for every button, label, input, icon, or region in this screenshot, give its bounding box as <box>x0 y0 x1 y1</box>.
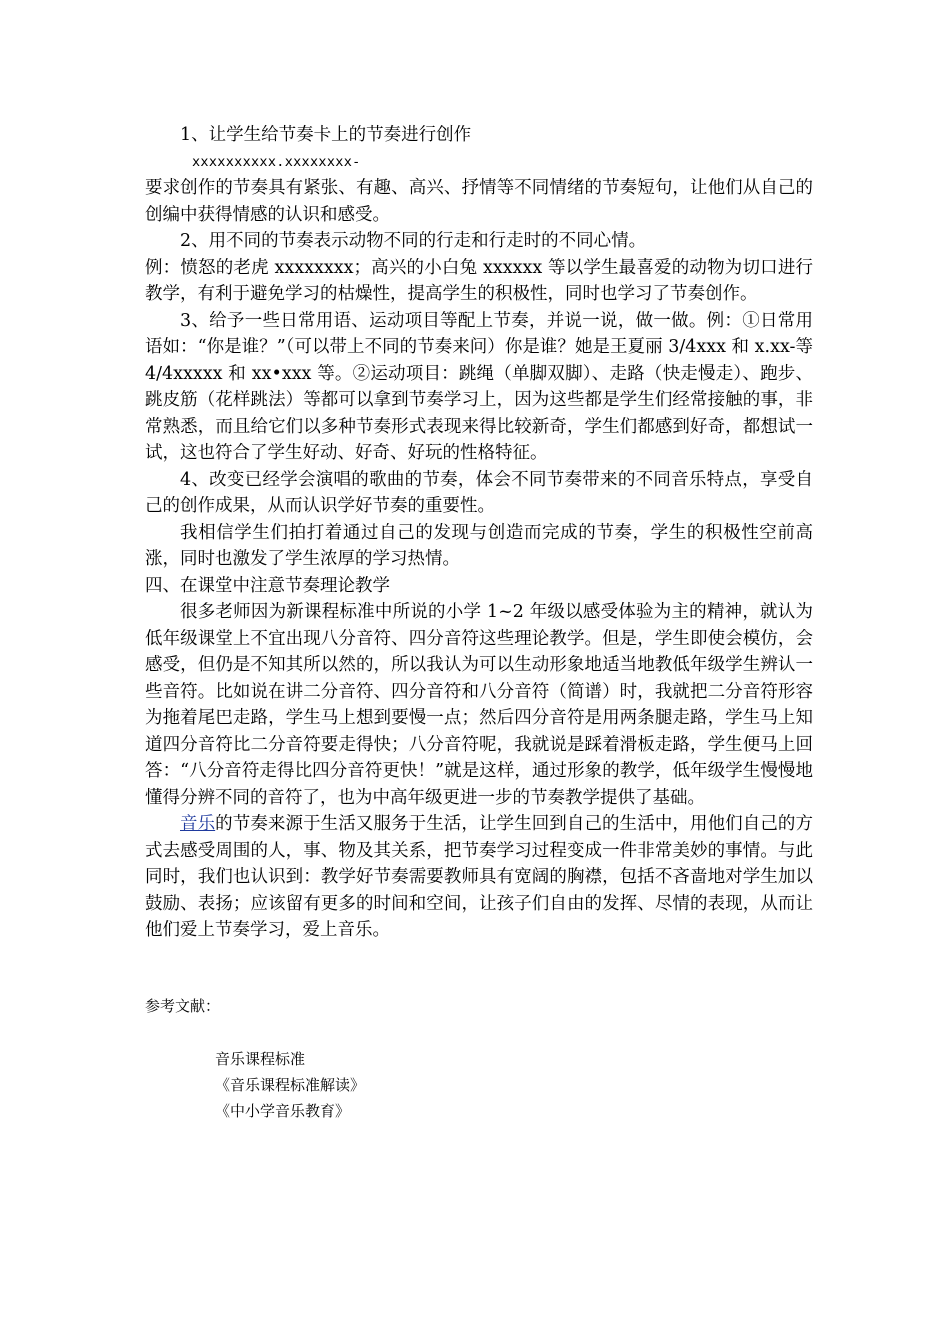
document-body <box>145 122 813 944</box>
item4-paragraph: 4、改变已经学会演唱的歌曲的节奏，体会不同节奏带来的不同音乐特点，享受自己的创作成果，从而认识学好节奏的重要性。 <box>145 469 813 516</box>
conclusion-text: 的节奏来源于生活又服务于生活，让学生回到自己的生活中，用他们自己的方式去感受周围的人，事、物及其关系，把节奏学习过程变成一件非常美妙的事情。与此同时，我们也认识到：教学好节奏需要教师具有宽阔的胸襟，包括不吝啬地对学生加以鼓励、表扬；应该留有更多的时间和空间，让孩子们自由的发挥、尽情的表现，从而让他们爱上节奏学习，爱上音乐。 <box>145 814 813 940</box>
section4-heading: 四、在课堂中注意节奏理论教学 <box>145 575 390 596</box>
reference-item: 音乐课程标准 <box>215 1050 306 1068</box>
item2-paragraph: 例：愤怒的老虎 xxxxxxxx；高兴的小白兔 xxxxxx 等以学生最喜爱的动物为切口进行教学，有利于避免学习的枯燥性，提高学生的积极性，同时也学习了节奏创作。 <box>145 257 813 304</box>
belief-paragraph: 我相信学生们拍打着通过自己的发现与创造而完成的节奏，学生的积极性空前高涨，同时也激发了学生浓厚的学习热情。 <box>145 522 813 569</box>
conclusion-paragraph <box>145 811 813 944</box>
item1-heading: 1、让学生给节奏卡上的节奏进行创作 <box>180 125 472 145</box>
item2-heading: 2、用不同的节奏表示动物不同的行走和行走时的不同心情。 <box>180 231 647 251</box>
references-heading: 参考文献： <box>145 997 221 1015</box>
item1-paragraph: 要求创作的节奏具有紧张、有趣、高兴、抒情等不同情绪的节奏短句，让他们从自己的创编中获得情感的认识和感受。 <box>145 178 813 225</box>
item3-paragraph: 3、给予一些日常用语、运动项目等配上节奏，并说一说，做一做。例：①日常用语如：“你是谁？”（可以带上不同的节奏来问）你是谁？她是王夏丽 3/4xxx 和 x.xx-等 4/4xxxxx 和 xx•xxx 等。②运动项目：跳绳（单脚双脚）、走路（快走慢走）、跑步、跳皮筋（花样跳法）等都可以拿到节奏学习上，因为这些都是学生们经常接触的事，非常熟悉，而且给它们以多种节奏形式表现来得比较新奇，学生们都感到好奇，都想试一试，这也符合了学生好动、好奇、好玩的性格特征。 <box>145 310 813 463</box>
reference-item: 《音乐课程标准解读》 <box>215 1076 366 1094</box>
item1-rhythm-notation: xxxxxxxxxx.xxxxxxxx- <box>192 153 361 170</box>
reference-item: 《中小学音乐教育》 <box>215 1102 351 1120</box>
section4-paragraph: 很多老师因为新课程标准中所说的小学 1~2 年级以感受体验为主的精神，就认为低年级课堂上不宜出现八分音符、四分音符这些理论教学。但是，学生即使会模仿，会感受，但仍是不知其所以然的，所以我认为可以生动形象地适当地教低年级学生辨认一些音符。比如说在讲二分音符、四分音符和八分音符（简谱）时，我就把二分音符形容为拖着尾巴走路，学生马上想到要慢一点；然后四分音符是用两条腿走路，学生马上知道四分音符比二分音符要走得快；八分音符呢，我就说是踩着滑板走路，学生便马上回答：“八分音符走得比四分音符更快！”就是这样，通过形象的教学，低年级学生慢慢地懂得分辨不同的音符了，也为中高年级更进一步的节奏教学提供了基础。 <box>145 602 813 808</box>
music-link[interactable]: 音乐 <box>180 814 216 834</box>
references-list <box>215 1046 365 1124</box>
